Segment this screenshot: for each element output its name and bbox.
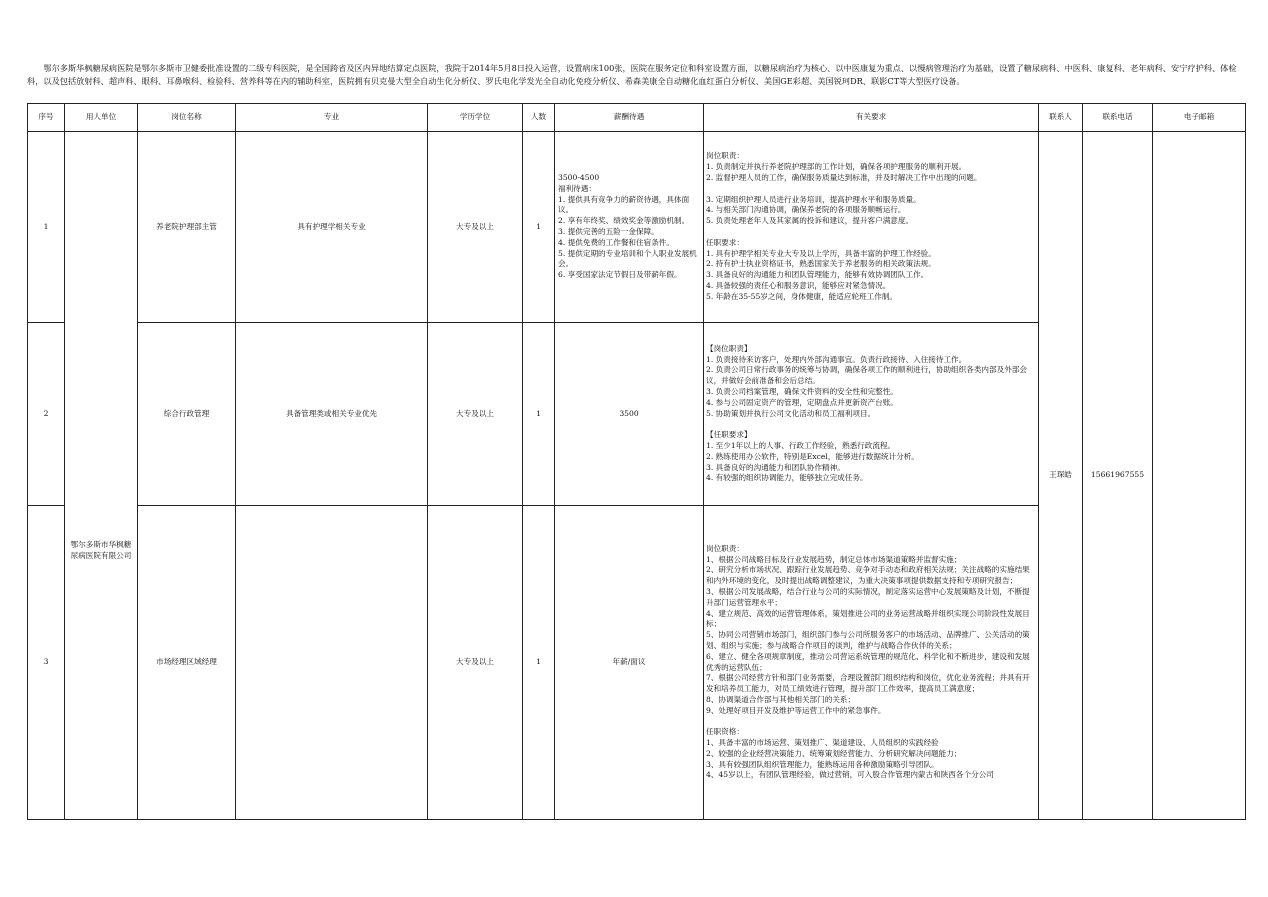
email-cell bbox=[1153, 132, 1246, 820]
count-cell: 1 bbox=[523, 132, 555, 323]
edu-cell: 大专及以上 bbox=[428, 132, 523, 323]
header-email: 电子邮箱 bbox=[1153, 104, 1246, 132]
requirements-cell: 岗位职责： 1、根据公司战略目标及行业发展趋势，制定总体市场渠道策略并监督实施； 2、研究分析市场状况、跟踪行业发展趋势、竞争对手动态和政府相关法规；关注战略的实施结果和内外环境的变化，及时提出战略调整建议，为重大决策事项提供数据支持和专项研究报告； 3、根据公司发展战略，结合行业与公司的实际情况，制定落实运营中心发展策略及计划，不断提升部门运营管理水平； 4、建立规范、高效的运营管理体系，策划推进公司的业务运营战略并组织实现公司阶段性发展目标； 5、协同公司营销市场部门，组织部门参与公司所服务客户的市场活动、品牌推广、公关活动的策划、组织与实施；参与战略合作项目的谈判，维护与战略合作伙伴的关系； 6、建立、健全各项规章制度，推动公司营运系统管理的规范化、科学化和不断进步，建设和发展优秀的运营队伍； 7、根据公司经营方针和部门业务需要，合理设置部门组织结构和岗位，优化业务流程；并具有开发和培养员工能力，对员工绩效进行管理，提升部门工作效率，提高员工满意度； 8、协调渠道合作部与其他相关部门的关系； 9、处理好项目开发及维护等运营工作中的紧急事件。 任职资格： 1、具备丰富的市场运营、策划推广、渠道建设、人员组织的实践经验 2、较强的企业经营决策能力、统筹策划经营能力、分析研究解决问题能力； 3、具有较强团队组织管理能力，能熟练运用各种激励策略引导团队。 4、45岁以上，有团队管理经验，做过营销，可入股合作管理内蒙古和陕西各个分公司 bbox=[704, 506, 1039, 820]
phone-cell: 15661967555 bbox=[1083, 132, 1153, 820]
header-post: 岗位名称 bbox=[138, 104, 236, 132]
header-count: 人数 bbox=[523, 104, 555, 132]
header-phone: 联系电话 bbox=[1083, 104, 1153, 132]
header-seq: 序号 bbox=[28, 104, 65, 132]
major-cell: 具有护理学相关专业 bbox=[236, 132, 428, 323]
header-req: 有关要求 bbox=[704, 104, 1039, 132]
hospital-intro: 鄂尔多斯华枫糖尿病医院是鄂尔多斯市卫健委批准设置的二级专科医院，是全国跨省及区内异地结算定点医院，我院于2014年5月8日投入运营，设置病床100张，医院在服务定位和科室设置方面，以糖尿病治疗为核心、以中医康复为重点、以慢病管理治疗为基础，设置了糖尿病科、中医科、康复科、老年病科、安宁疗护科、体检科，以及包括放射科、超声科、眼科、耳鼻喉科、检验科、营养科等在内的辅助科室，医院拥有贝克曼大型全自动生化分析仪、罗氏电化学发光全自动化免疫分析仪、希森美康全自动糖化血红蛋白分析仪、美国GE彩超、美国锐珂DR、联影CT等大型医疗设备。 bbox=[27, 63, 1237, 86]
requirements-cell: 岗位职责： 1. 负责制定并执行养老院护理部的工作计划，确保各项护理服务的顺利开展。 2. 监督护理人员的工作，确保服务质量达到标准，并及时解决工作中出现的问题。 3. 定期组织护理人员进行业务培训，提高护理水平和服务质量。 4. 与相关部门沟通协调，确保养老院的各项服务顺畅运行。 5. 负责处理老年人及其家属的投诉和建议，提升客户满意度。 任职要求： 1. 具有护理学相关专业大专及以上学历，具备丰富的护理工作经验。 2. 持有护士执业资格证书，熟悉国家关于养老服务的相关政策法规。 3. 具备良好的沟通能力和团队管理能力，能够有效协调团队工作。 4. 具备较强的责任心和服务意识，能够应对紧急情况。 5. 年龄在35-55岁之间，身体健康，能适应轮班工作制。 bbox=[704, 132, 1039, 323]
header-salary: 薪酬待遇 bbox=[555, 104, 704, 132]
edu-cell: 大专及以上 bbox=[428, 323, 523, 506]
recruitment-table bbox=[27, 103, 1246, 820]
salary-cell: 3500 bbox=[555, 323, 704, 506]
salary-cell: 年薪/面议 bbox=[555, 506, 704, 820]
seq-cell: 3 bbox=[28, 506, 65, 820]
header-edu: 学历学位 bbox=[428, 104, 523, 132]
requirements-cell: 【岗位职责】 1. 负责接待来访客户，处理内外部沟通事宜。负责行政接待、入住接待工作。 2. 负责公司日常行政事务的统筹与协调，确保各项工作的顺利进行，协助组织各类内部及外部会议，并做好会前准备和会后总结。 3. 负责公司档案管理，确保文件资料的安全性和完整性。 4. 参与公司固定资产的管理，定期盘点并更新资产台账。 5. 协助策划并执行公司文化活动和员工福利项目。 【任职要求】 1. 至少1年以上的人事、行政工作经验，熟悉行政流程。 2. 熟练使用办公软件，特别是Excel，能够进行数据统计分析。 3. 具备良好的沟通能力和团队协作精神。 4. 有较强的组织协调能力，能够独立完成任务。 bbox=[704, 323, 1039, 506]
post-cell: 综合行政管理 bbox=[138, 323, 236, 506]
seq-cell: 1 bbox=[28, 132, 65, 323]
header-unit: 用人单位 bbox=[65, 104, 138, 132]
major-cell: 具备管理类或相关专业优先 bbox=[236, 323, 428, 506]
unit-cell: 鄂尔多斯市华枫糖尿病医院有限公司 bbox=[65, 132, 138, 820]
edu-cell: 大专及以上 bbox=[428, 506, 523, 820]
major-cell bbox=[236, 506, 428, 820]
count-cell: 1 bbox=[523, 506, 555, 820]
header-contact: 联系人 bbox=[1039, 104, 1083, 132]
header-row bbox=[28, 104, 1246, 132]
header-major: 专业 bbox=[236, 104, 428, 132]
count-cell: 1 bbox=[523, 323, 555, 506]
seq-cell: 2 bbox=[28, 323, 65, 506]
salary-cell: 3500-4500 福利待遇： 1. 提供具有竞争力的薪资待遇，具体面议。 2. 享有年终奖、绩效奖金等激励机制。 3. 提供完善的五险一金保障。 4. 提供免费的工作餐和住宿条件。 5. 提供定期的专业培训和个人职业发展机会。 6. 享受国家法定节假日及带薪年假。 bbox=[555, 132, 704, 323]
post-cell: 养老院护理部主管 bbox=[138, 132, 236, 323]
post-cell: 市场经理区域经理 bbox=[138, 506, 236, 820]
table-row bbox=[28, 132, 1246, 323]
contact-cell: 王琛皓 bbox=[1039, 132, 1083, 820]
